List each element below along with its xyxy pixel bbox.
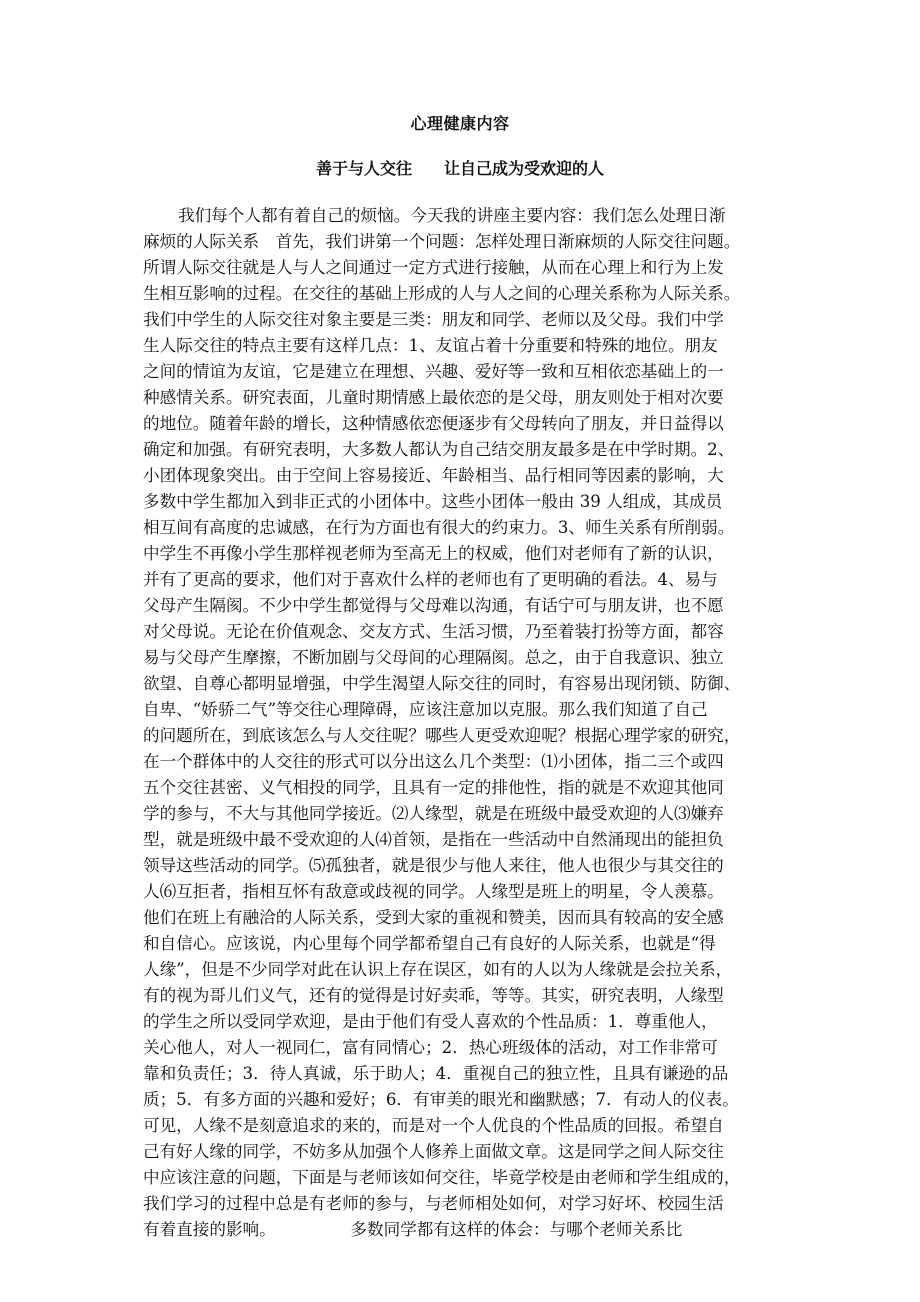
body-line: 学的参与，不大与其他同学接近。⑵人缘型，就是在班级中最受欢迎的人⑶嫌弃 [143,804,724,823]
body-line: 靠和负责任；3．待人真诚，乐于助人；4．重视自己的独立性，且具有谦逊的品 [143,1064,729,1083]
body-line: 之间的情谊为友谊，它是建立在理想、兴趣、爱好等一致和互相依恋基础上的一 [143,362,724,381]
body-line: 有着直接的影响。 多数同学都有这样的体会：与哪个老师关系比 [143,1220,683,1239]
body-line: 生人际交往的特点主要有这样几点：1、友谊占着十分重要和特殊的地位。朋友 [143,336,718,355]
body-line: 人⑹互拒者，指相互怀有敌意或歧视的同学。人缘型是班上的明星，令人羡慕。 [143,882,724,901]
body-line: 在一个群体中的人交往的形式可以分出这么几个类型：⑴小团体，指二三个或四 [143,752,724,771]
body-line: 相互间有高度的忠诚感，在行为方面也有很大的约束力。3、师生关系有所削弱。 [143,518,735,537]
body-line: 他们在班上有融洽的人际关系，受到大家的重视和赞美，因而具有较高的安全感 [143,908,724,927]
body-line: 的问题所在，到底该怎么与人交往呢？哪些人更受欢迎呢？根据心理学家的研究， [143,726,741,745]
body-line: 易与父母产生摩擦，不断加剧与父母间的心理隔阂。总之，由于自我意识、独立 [143,648,724,667]
body-line: 人缘”，但是不少同学对此在认识上存在误区，如有的人以为人缘就是会拉关系， [143,960,733,979]
body-line: 父母产生隔阂。不少中学生都觉得与父母难以沟通，有话宁可与朋友讲，也不愿 [143,596,724,615]
document-subtitle: 善于与人交往 让自己成为受欢迎的人 [315,159,604,178]
body-line: 领导这些活动的同学。⑸孤独者，就是很少与他人来往，他人也很少与其交往的 [143,856,724,875]
body-line: 有的视为哥儿们义气，还有的觉得是讨好卖乖，等等。其实，研究表明，人缘型 [143,986,724,1005]
document-title: 心理健康内容 [410,114,510,133]
body-line: 关心他人，对人一视同仁，富有同情心；2．热心班级体的活动，对工作非常可 [143,1038,718,1057]
body-line: 和自信心。应该说，内心里每个同学都希望自己有良好的人际关系，也就是“得 [143,934,716,953]
body-line: 的地位。随着年龄的增长，这种情感依恋便逐步有父母转向了朋友，并日益得以 [143,414,724,433]
body-line: 确定和加强。有研究表明，大多数人都认为自己结交朋友最多是在中学时期。2、 [143,440,735,459]
body-line: 种感情关系。研究表面，儿童时期情感上最依恋的是父母，朋友则处于相对次要 [143,388,724,407]
body-line: 所谓人际交往就是人与人之间通过一定方式进行接触，从而在心理上和行为上发 [143,258,724,277]
body-line: 质；5．有多方面的兴趣和爱好；6．有审美的眼光和幽默感；7．有动人的仪表。 [143,1090,739,1109]
body-line: 自卑、“娇骄二气”等交往心理障碍，应该注意加以克服。那么我们知道了自己 [143,700,708,719]
body-line: 我们中学生的人际交往对象主要是三类：朋友和同学、老师以及父母。我们中学 [143,310,724,329]
body-line: 中应该注意的问题，下面是与老师该如何交往，毕竟学校是由老师和学生组成的， [143,1168,741,1187]
body-paragraph [143,203,783,1243]
body-line: 我们学习的过程中总是有老师的参与，与老师相处如何，对学习好坏、校园生活 [143,1194,724,1213]
body-line: 中学生不再像小学生那样视老师为至高无上的权威，他们对老师有了新的认识， [143,544,724,563]
body-line: 型，就是班级中最不受欢迎的人⑷首领，是指在一些活动中自然涌现出的能担负 [143,830,724,849]
body-line: 己有好人缘的同学，不妨多从加强个人修养上面做文章。这是同学之间人际交往 [143,1142,724,1161]
body-line: 对父母说。无论在价值观念、交友方式、生活习惯，乃至着装打扮等方面，都容 [143,622,724,641]
body-line: 我们每个人都有着自己的烦恼。今天我的讲座主要内容：我们怎么处理日渐 [178,206,726,225]
body-line: 生相互影响的过程。在交往的基础上形成的人与人之间的心理关系称为人际关系。 [143,284,741,303]
body-line: 五个交往甚密、义气相投的同学，且具有一定的排他性，指的就是不欢迎其他同 [143,778,724,797]
body-line: 的学生之所以受同学欢迎，是由于他们有受人喜欢的个性品质：1．尊重他人， [143,1012,718,1031]
body-line: 多数中学生都加入到非正式的小团体中。这些小团体一般由 39 人组成，其成员 [143,492,723,511]
body-line: 并有了更高的要求，他们对于喜欢什么样的老师也有了更明确的看法。4、易与 [143,570,718,589]
body-line: 麻烦的人际关系 首先，我们讲第一个问题：怎样处理日渐麻烦的人际交往问题。 [143,232,741,251]
body-line: 可见，人缘不是刻意追求的来的，而是对一个人优良的个性品质的回报。希望自 [143,1116,724,1135]
body-line: 欲望、自尊心都明显增强，中学生渴望人际交往的同时，有容易出现闭锁、防御、 [143,674,741,693]
body-line: 小团体现象突出。由于空间上容易接近、年龄相当、品行相同等因素的影响，大 [143,466,724,485]
